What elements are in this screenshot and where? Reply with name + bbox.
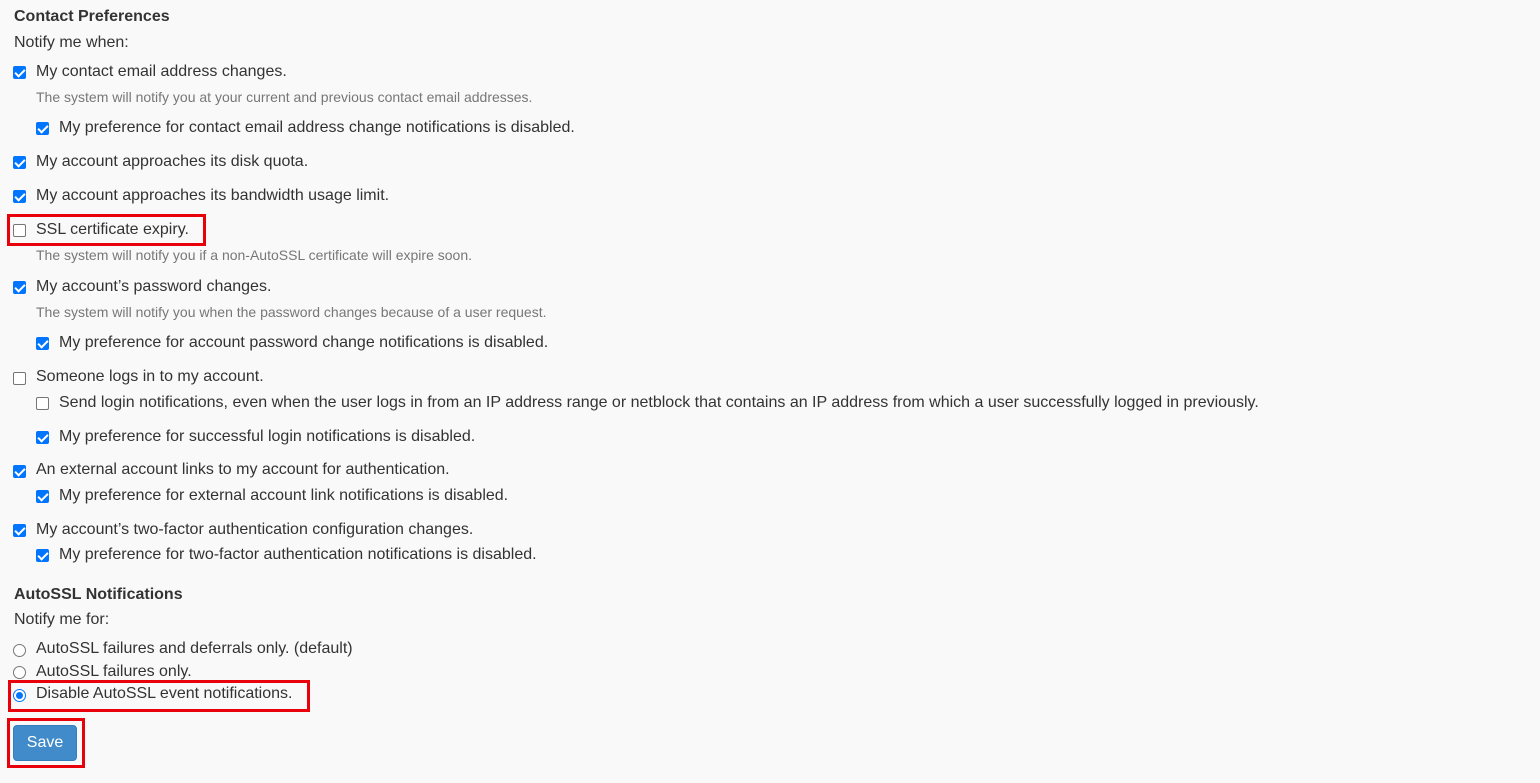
contact-email-change-label[interactable]: My contact email address changes. [36, 63, 287, 80]
password-change-help: The system will notify you when the password changes because of a user request. [36, 304, 547, 320]
login-pref-disabled-checkbox[interactable] [36, 431, 49, 444]
contact-email-pref-disabled-checkbox[interactable] [36, 122, 49, 135]
password-pref-disabled-label[interactable]: My preference for account password change notifications is disabled. [59, 334, 549, 351]
password-pref-disabled-checkbox[interactable] [36, 337, 49, 350]
autossl-failures-deferrals-label[interactable]: AutoSSL failures and deferrals only. (default) [36, 640, 353, 657]
two-factor-pref-disabled-label[interactable]: My preference for two-factor authentication notifications is disabled. [59, 546, 537, 563]
password-change-checkbox[interactable] [13, 281, 26, 294]
ssl-expiry-checkbox[interactable] [13, 224, 26, 237]
login-pref-disabled-label[interactable]: My preference for successful login notifications is disabled. [59, 428, 476, 445]
ssl-expiry-help: The system will notify you if a non-AutoSSL certificate will expire soon. [36, 247, 473, 263]
contact-email-pref-disabled-label[interactable]: My preference for contact email address change notifications is disabled. [59, 119, 575, 136]
external-pref-disabled-checkbox[interactable] [36, 490, 49, 503]
save-button[interactable]: Save [13, 725, 77, 761]
notify-me-for-label: Notify me for: [14, 611, 110, 628]
two-factor-pref-disabled-checkbox[interactable] [36, 549, 49, 562]
autossl-failures-only-label[interactable]: AutoSSL failures only. [36, 663, 192, 680]
login-netblock-checkbox[interactable] [36, 397, 49, 410]
external-account-checkbox[interactable] [13, 465, 26, 478]
bandwidth-limit-checkbox[interactable] [13, 190, 26, 203]
contact-email-change-help: The system will notify you at your current and previous contact email addresses. [36, 89, 533, 105]
login-checkbox[interactable] [13, 372, 26, 385]
password-change-label[interactable]: My account’s password changes. [36, 278, 272, 295]
external-pref-disabled-label[interactable]: My preference for external account link notifications is disabled. [59, 487, 509, 504]
contact-preferences-heading: Contact Preferences [14, 8, 170, 25]
disk-quota-checkbox[interactable] [13, 156, 26, 169]
autossl-disable-label[interactable]: Disable AutoSSL event notifications. [36, 685, 293, 702]
login-netblock-label[interactable]: Send login notifications, even when the user logs in from an IP address range or netblock that contains an IP address from which a user successfully logged in previously. [59, 394, 1259, 411]
notify-me-when-label: Notify me when: [14, 34, 129, 51]
bandwidth-limit-label[interactable]: My account approaches its bandwidth usage limit. [36, 187, 390, 204]
autossl-heading: AutoSSL Notifications [14, 586, 183, 603]
login-label[interactable]: Someone logs in to my account. [36, 368, 264, 385]
disk-quota-label[interactable]: My account approaches its disk quota. [36, 153, 309, 170]
autossl-failures-only-radio[interactable] [13, 666, 26, 679]
ssl-expiry-label[interactable]: SSL certificate expiry. [36, 221, 189, 238]
two-factor-label[interactable]: My account’s two-factor authentication configuration changes. [36, 521, 474, 538]
autossl-failures-deferrals-radio[interactable] [13, 644, 26, 657]
external-account-label[interactable]: An external account links to my account for authentication. [36, 461, 450, 478]
contact-email-change-checkbox[interactable] [13, 66, 26, 79]
autossl-disable-highlight [8, 680, 310, 712]
two-factor-checkbox[interactable] [13, 524, 26, 537]
